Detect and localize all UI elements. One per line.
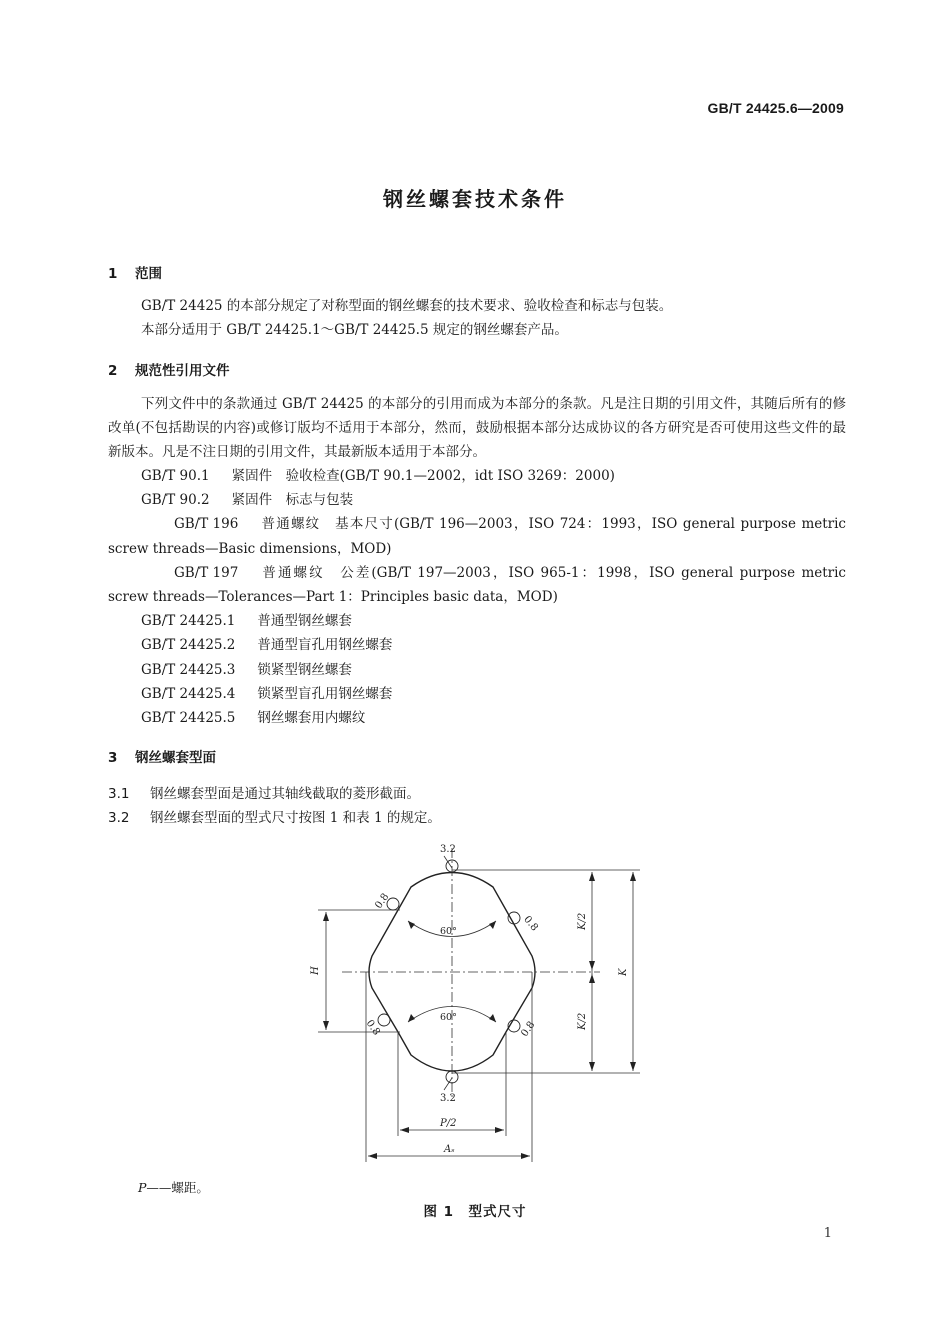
reference-title: 锁紧型盲孔用钢丝螺套	[257, 685, 393, 702]
reference-code: GB/T 90.1	[141, 468, 210, 484]
reference-title: 紧固件 标志与包装	[231, 492, 354, 509]
clause-text: 钢丝螺套型面是通过其轴线截取的菱形截面。	[150, 786, 420, 802]
angle-label-top: 60°	[440, 926, 457, 937]
page-number: 1	[823, 1226, 832, 1241]
k-label: K	[618, 968, 629, 976]
reference-title: 普通螺纹 公差(GB/T 197—2003，ISO 965-1：1998，ISO general purpose metric screw threads—Tolerances—Part 1：Principles basic data，MOD)	[108, 564, 846, 606]
section-number: 2	[108, 363, 118, 379]
reference-title: 紧固件 验收检查(GB/T 90.1—2002，idt ISO 3269：2000)	[231, 468, 615, 484]
reference-code: GB/T 196	[174, 516, 239, 533]
note-symbol: P	[138, 1180, 147, 1195]
reference-title: 普通型钢丝螺套	[257, 613, 352, 630]
clause-text: 钢丝螺套型面的型式尺寸按图 1 和表 1 的规定。	[150, 810, 441, 826]
figure-note	[138, 1178, 209, 1196]
note-text: ——螺距。	[146, 1180, 209, 1195]
k-half-label-bottom: K/2	[577, 1012, 588, 1030]
section-1-paragraph: GB/T 24425 的本部分规定了对称型面的钢丝螺套的技术要求、验收检查和标志与包装。	[141, 298, 673, 314]
corner-label-tr: 0.8	[521, 914, 540, 934]
section-number: 3	[108, 750, 118, 766]
corner-radius-mark	[378, 1014, 390, 1026]
reference-code: GB/T 24425.4	[141, 685, 236, 702]
reference-code: GB/T 24425.2	[141, 637, 236, 654]
section-title: 范围	[135, 266, 162, 282]
section-title: 规范性引用文件	[135, 363, 230, 379]
corner-label-bl: 0.8	[363, 1018, 382, 1038]
as-label: Aₛ	[444, 1144, 455, 1155]
section-title: 钢丝螺套型面	[135, 750, 216, 766]
section-1-paragraph: 本部分适用于 GB/T 24425.1～GB/T 24425.5 规定的钢丝螺套产品。	[141, 322, 568, 338]
angle-label-bottom: 60°	[440, 1012, 457, 1023]
section-number: 1	[108, 266, 118, 282]
reference-code: GB/T 90.2	[141, 492, 210, 509]
reference-code: GB/T 197	[174, 564, 239, 581]
figure-caption: 图 1 型式尺寸	[423, 1204, 527, 1220]
clause-number: 3.1	[108, 786, 130, 802]
top-radius-label: 3.2	[440, 844, 456, 855]
reference-code: GB/T 24425.1	[141, 613, 236, 630]
corner-label-br: 0.8	[519, 1019, 538, 1039]
reference-code: GB/T 24425.3	[141, 661, 236, 678]
standard-number: GB/T 24425.6—2009	[707, 100, 844, 116]
h-label: H	[310, 966, 321, 975]
reference-title: 普通螺纹 基本尺寸(GB/T 196—2003，ISO 724：1993，ISO general purpose metric screw threads—Basic dimensions，MOD)	[108, 516, 846, 557]
reference-title: 普通型盲孔用钢丝螺套	[257, 637, 393, 654]
reference-title: 锁紧型钢丝螺套	[257, 661, 352, 678]
bottom-radius-label: 3.2	[440, 1093, 456, 1104]
corner-label-tl: 0.8	[373, 891, 392, 911]
k-half-label-top: K/2	[577, 912, 588, 930]
document-title: 钢丝螺套技术条件	[383, 187, 567, 211]
intro-paragraph: 下列文件中的条款通过 GB/T 24425 的本部分的引用而成为本部分的条款。凡是注日期的引用文件，其随后所有的修改单(不包括勘误的内容)或修订版均不适用于本部分，然而，鼓励根据本部分达成协议的各方研究是否可使用这些文件的最新版本。凡是不注日期的引用文件，其最新版本适用于本部分。	[108, 396, 846, 460]
reference-title: 钢丝螺套用内螺纹	[257, 710, 366, 727]
reference-code: GB/T 24425.5	[141, 710, 236, 727]
clause-number: 3.2	[108, 810, 130, 826]
p-half-label: P/2	[440, 1118, 457, 1129]
